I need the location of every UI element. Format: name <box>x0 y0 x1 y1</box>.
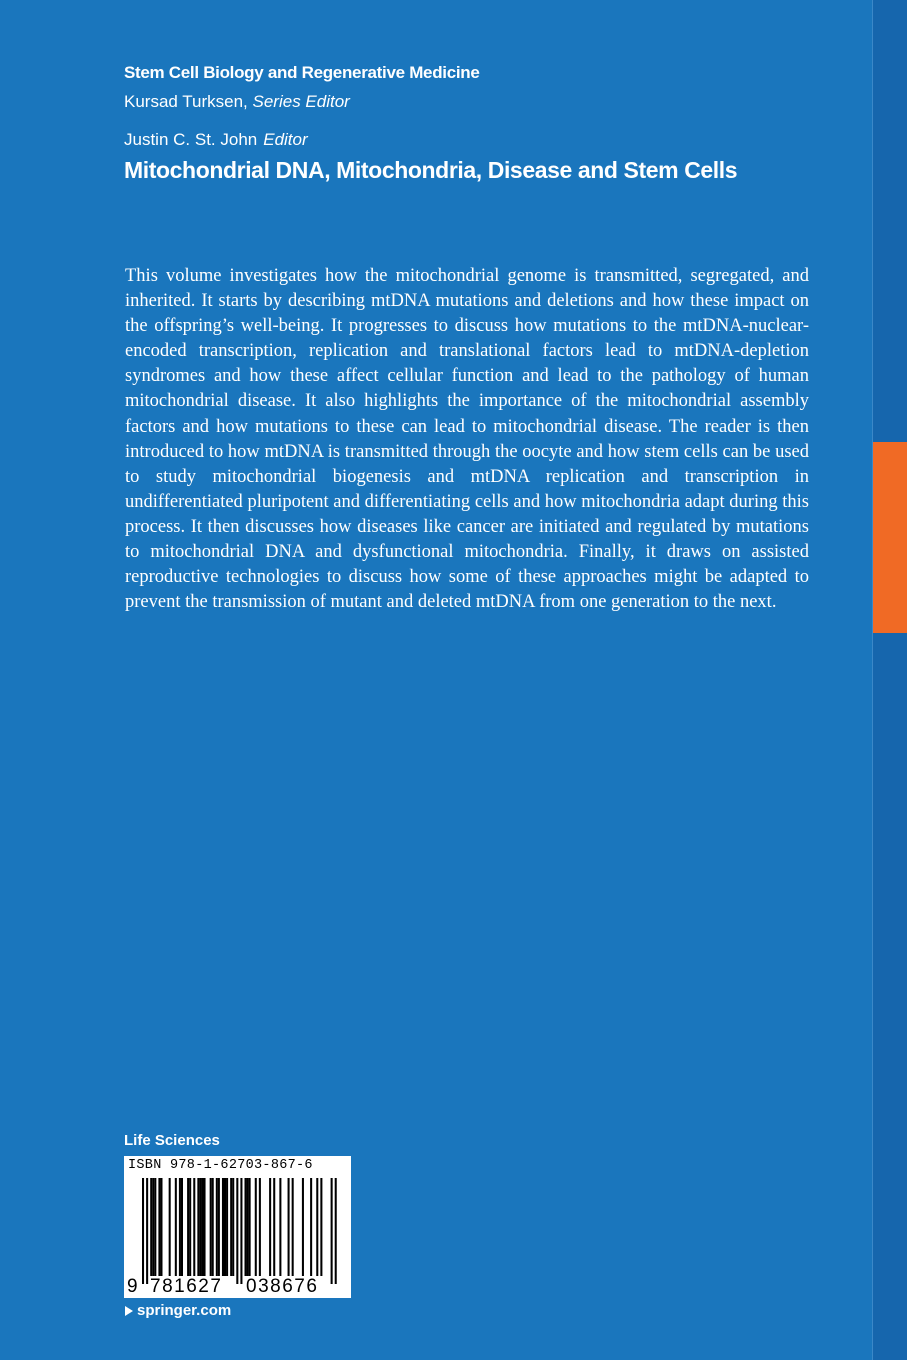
book-editor-name: Justin C. St. John <box>124 130 258 149</box>
isbn-barcode <box>124 1156 351 1298</box>
book-title: Mitochondrial DNA, Mitochondria, Disease and Stem Cells <box>124 157 738 183</box>
barcode-bar <box>179 1178 181 1276</box>
barcode-bar <box>302 1178 304 1276</box>
barcode-bar <box>273 1178 275 1276</box>
barcode-bar <box>197 1178 199 1276</box>
subject-category: Life Sciences <box>124 1132 220 1149</box>
series-editor-role: Series Editor <box>252 92 350 111</box>
barcode-bar <box>310 1178 312 1276</box>
ean-right-group: 038676 <box>246 1276 319 1297</box>
series-editor-name: Kursad Turksen, <box>124 92 248 111</box>
spine-strip <box>872 0 907 1360</box>
barcode-bar <box>292 1178 294 1276</box>
barcode-bar <box>316 1178 318 1276</box>
barcode-bar <box>320 1178 322 1276</box>
barcode-bar <box>210 1178 212 1276</box>
publisher-link[interactable] <box>124 1302 231 1319</box>
series-title: Stem Cell Biology and Regenerative Medicine <box>124 63 480 82</box>
barcode-bar <box>189 1178 191 1276</box>
arrow-right-icon <box>124 1305 134 1317</box>
barcode-bar <box>236 1178 238 1284</box>
barcode-bar <box>169 1178 171 1276</box>
spine-accent-band <box>873 442 907 633</box>
barcode-bar <box>146 1178 148 1284</box>
ean-left-group: 781627 <box>150 1276 223 1297</box>
barcode-bar <box>259 1178 261 1276</box>
barcode-bar <box>245 1178 247 1276</box>
barcode-bar <box>247 1178 249 1276</box>
barcode-bar <box>175 1178 177 1276</box>
barcode-bar <box>187 1178 189 1276</box>
barcode-bar <box>160 1178 162 1276</box>
barcode-bar <box>199 1178 201 1276</box>
barcode-bar <box>154 1178 156 1276</box>
barcode-bar <box>240 1178 242 1284</box>
ean-first-digit: 9 <box>127 1276 138 1297</box>
barcode-bar <box>230 1178 232 1276</box>
barcode-bar <box>279 1178 281 1276</box>
isbn-label: ISBN 978-1-62703-867-6 <box>128 1158 313 1173</box>
barcode-bar <box>204 1178 206 1276</box>
barcode-bar <box>335 1178 337 1284</box>
barcode-bar <box>331 1178 333 1284</box>
barcode-bar <box>224 1178 226 1276</box>
barcode-bar <box>269 1178 271 1276</box>
barcode-bar <box>150 1178 152 1276</box>
publisher-link-text: springer.com <box>137 1302 232 1319</box>
book-editor-role: Editor <box>263 130 308 149</box>
barcode-bar <box>232 1178 234 1276</box>
ean-digits <box>124 1276 351 1298</box>
barcode-bar <box>212 1178 214 1276</box>
barcode-bar <box>181 1178 183 1276</box>
barcode-bar <box>249 1178 251 1276</box>
barcode-bar <box>226 1178 228 1276</box>
series-editor <box>124 92 350 112</box>
barcode-bar <box>201 1178 203 1276</box>
back-cover-blurb: This volume investigates how the mitochondrial genome is transmitted, segregated, and inherited. It starts by describing mtDNA mutations and deletions and how these impact on the offspring’s well-being. It progresses to discuss how mutations to the mtDNA-nuclear-encoded transcription, replication and translational factors lead to mtDNA-depletion syndromes and how these affect cellular function and lead to the pathology of human mitochondrial disease. It also highlights the importance of the mitochondrial assembly factors and how mutations to these can lead to mitochondrial disease. The reader is then introduced to how mtDNA is transmitted through the oocyte and how stem cells can be used to study mitochondrial biogenesis and mtDNA replication and transcription in undifferentiated pluripotent and differentiating cells and how mitochondria adapt during this process. It then discusses how diseases like cancer are initiated and regulated by mutations to mitochondrial DNA and dysfunctional mitochondria. Finally, it draws on assisted reproductive technologies to discuss how some of these approaches might be adapted to prevent the transmission of mutant and deleted mtDNA from one generation to the next. <box>125 266 809 613</box>
barcode-bar <box>218 1178 220 1276</box>
barcode-bar <box>288 1178 290 1276</box>
barcode-bar <box>222 1178 224 1276</box>
barcode-bar <box>216 1178 218 1276</box>
book-editor <box>124 130 308 150</box>
barcode-bar <box>255 1178 257 1276</box>
barcode-bar <box>142 1178 144 1284</box>
barcode-bar <box>193 1178 195 1276</box>
barcode-bar <box>158 1178 160 1276</box>
barcode-bar <box>152 1178 154 1276</box>
